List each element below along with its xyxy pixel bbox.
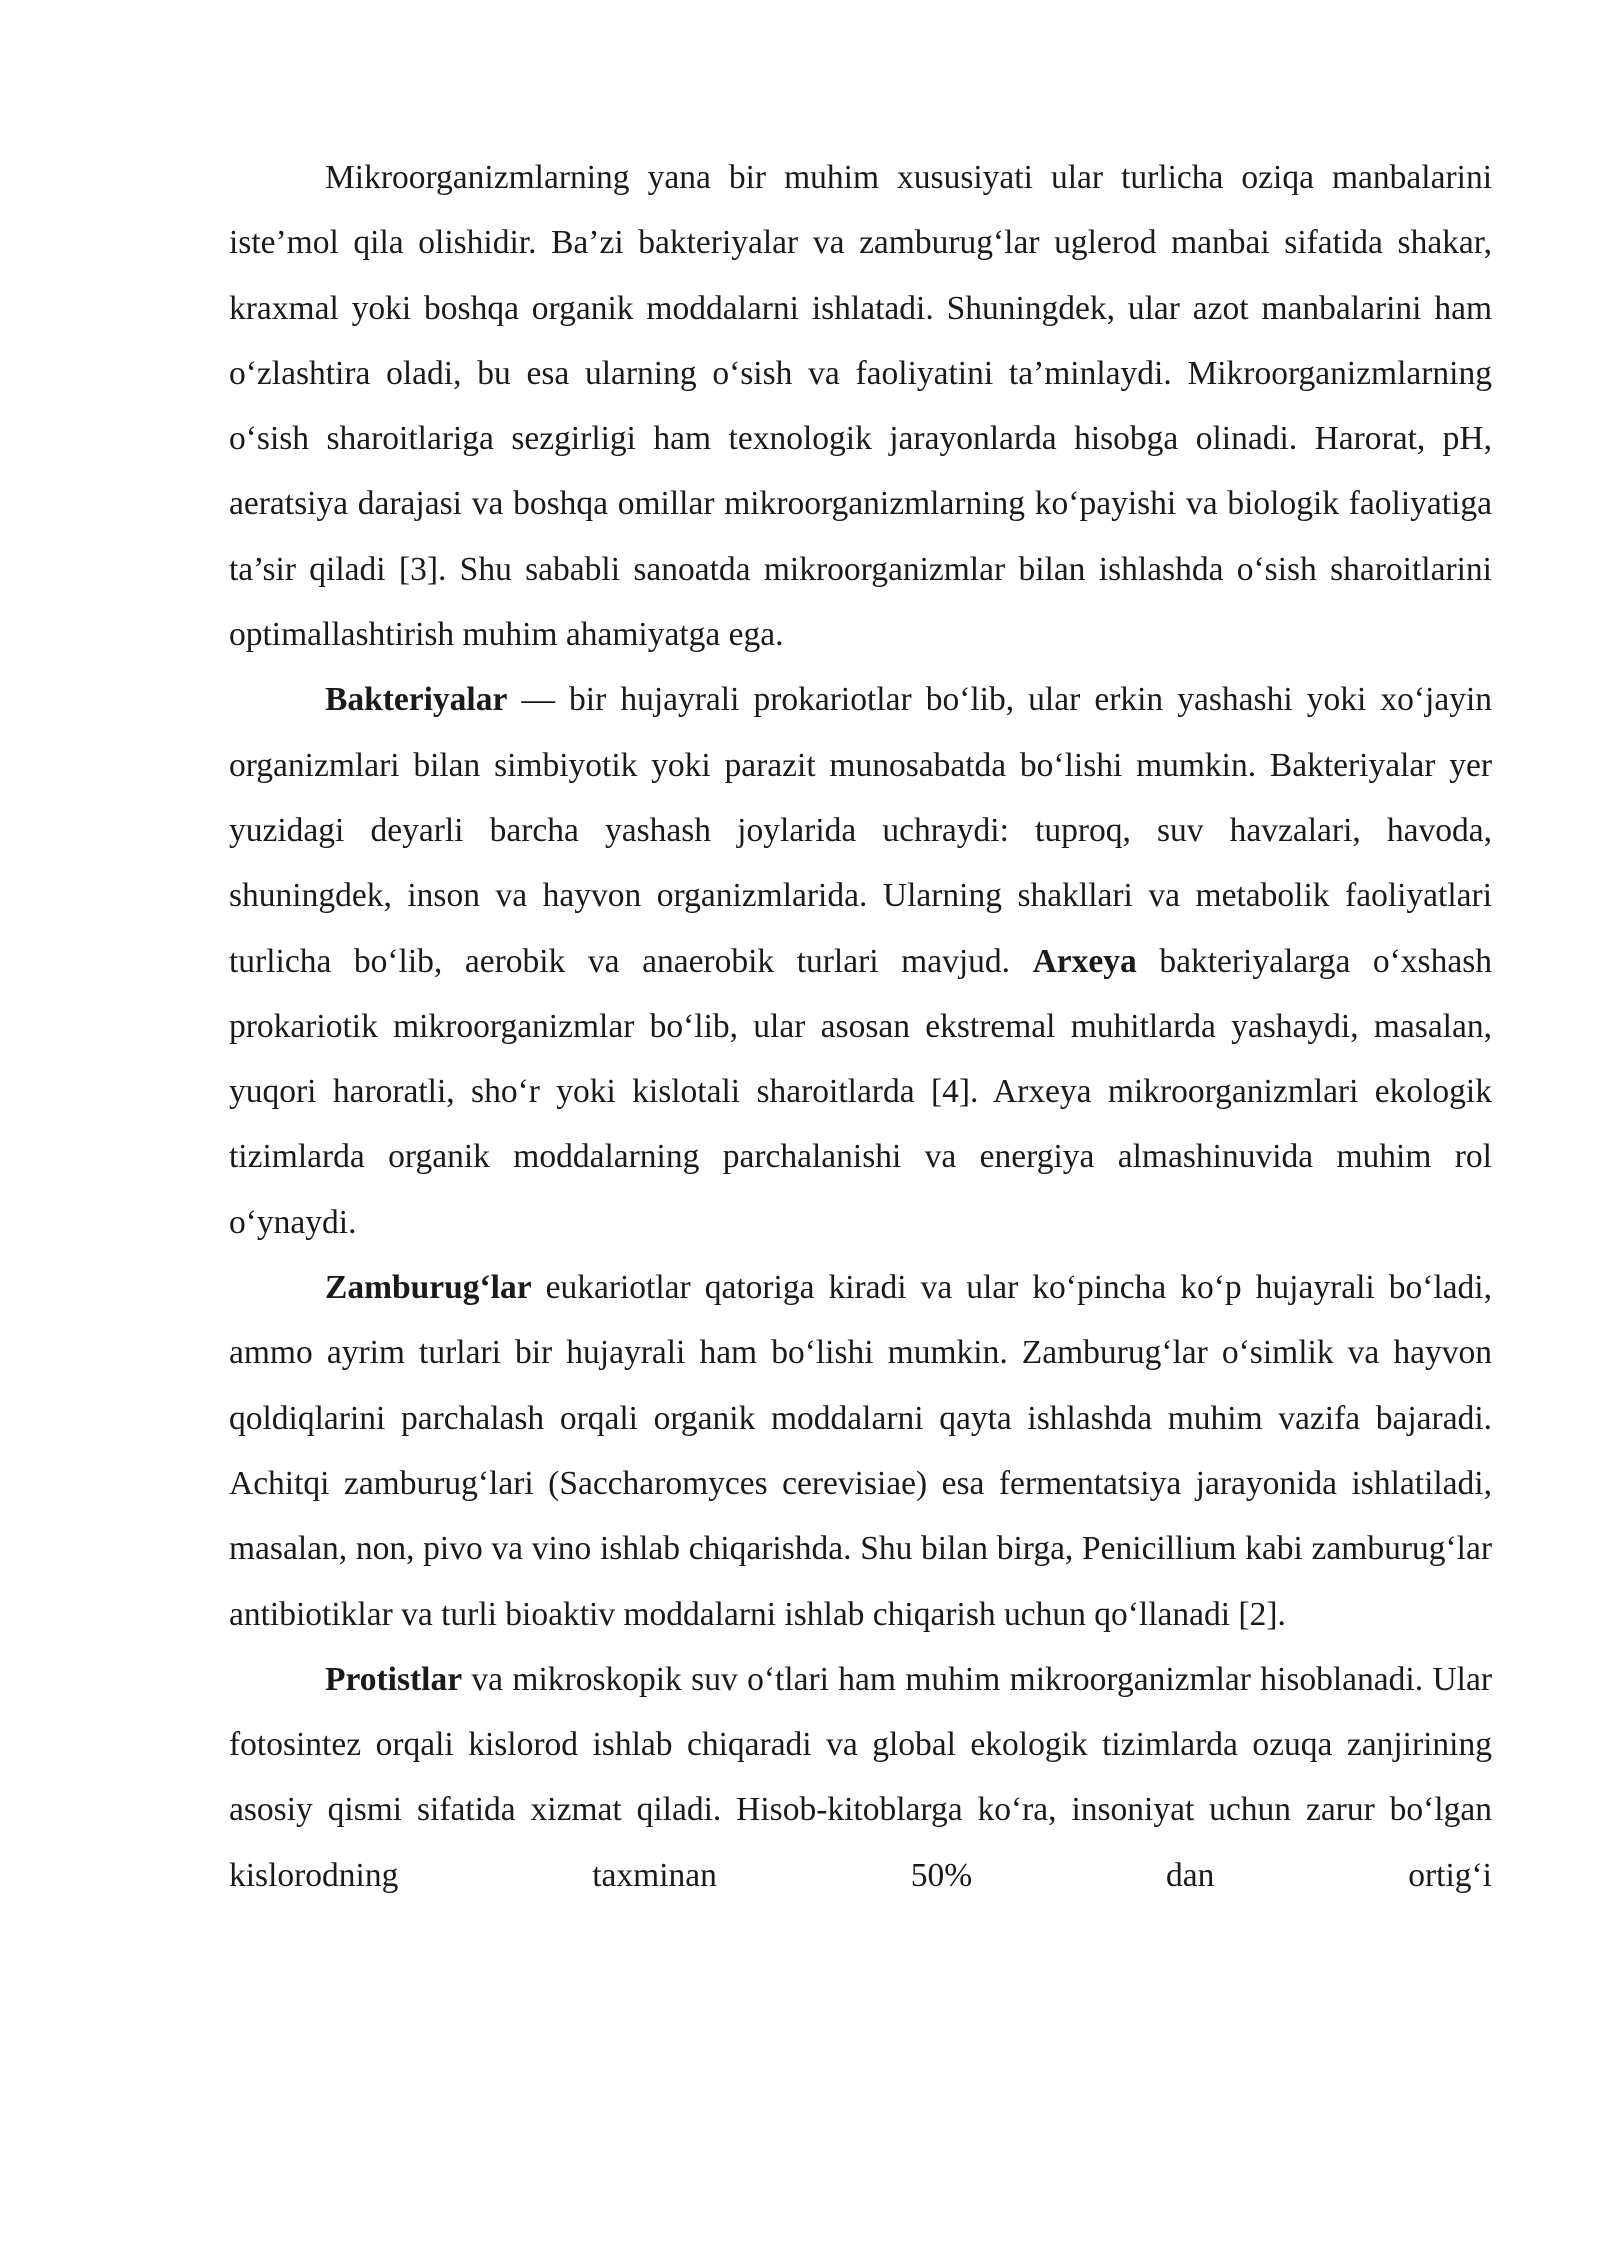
term-zamburuglar: Zamburug‘lar: [325, 1269, 532, 1307]
term-bakteriyalar: Bakteriyalar: [325, 681, 508, 719]
paragraph-fungi: [229, 1255, 1492, 1647]
term-arxeya: Arxeya: [1032, 942, 1137, 980]
paragraph-nutrition: [229, 145, 1492, 667]
paragraph-text: Mikroorganizmlarning yana bir muhim xususiyati ular turlicha oziqa manbalarini iste’mol qila olishidir. Ba’zi bakteriyalar va zamburug‘lar uglerod manbai sifatida shakar, kraxmal yoki boshqa organik moddalarni ishlatadi. Shuningdek, ular azot manbalarini ham o‘zlashtira oladi, bu esa ularning o‘sish va faoliyatini ta’minlaydi. Mikroorganizmlarning o‘sish sharoitlariga sezgirligi ham texnologik jarayonlarda hisobga olinadi. Harorat, pH, aeratsiya darajasi va boshqa omillar mikroorganizmlarning ko‘payishi va biologik faoliyatiga ta’sir qiladi [3]. Shu sababli sanoatda mikroorganizmlar bilan ishlashda o‘sish sharoitlarini optimallashtirish muhim ahamiyatga ega.: [229, 159, 1492, 654]
paragraph-text: va mikroskopik suv o‘tlari ham muhim mikroorganizmlar hisoblanadi. Ular fotosintez orqali kislorod ishlab chiqaradi va global ekologik tizimlarda ozuqa zanjirining asosiy qismi sifatida xizmat qiladi. Hisob-kitoblarga ko‘ra, insoniyat uchun zarur bo‘lgan kislorodning taxminan 50% dan ortig‘i: [229, 1660, 1492, 1894]
paragraph-text: eukariotlar qatoriga kiradi va ular ko‘pincha ko‘p hujayrali bo‘ladi, ammo ayrim turlari bir hujayrali ham bo‘lishi mumkin. Zamburug‘lar o‘simlik va hayvon qoldiqlarini parchalash orqali organik moddalarni qayta ishlashda muhim vazifa bajaradi. Achitqi zamburug‘lari (Saccharomyces cerevisiae) esa fermentatsiya jarayonida ishlatiladi, masalan, non, pivo va vino ishlab chiqarishda. Shu bilan birga, Penicillium kabi zamburug‘lar antibiotiklar va turli bioaktiv moddalarni ishlab chiqarish uchun qo‘llanadi [2].: [229, 1269, 1492, 1633]
paragraph-protists: [229, 1647, 1492, 1908]
paragraph-text: — bir hujayrali prokariotlar bo‘lib, ular erkin yashashi yoki xo‘jayin organizmlari bilan simbiyotik yoki parazit munosabatda bo‘lishi mumkin. Bakteriyalar yer yuzidagi deyarli barcha yashash joylarida uchraydi: tuproq, suv havzalari, havoda, shuningdek, inson va hayvon organizmlarida. Ularning shakllari va metabolik faoliyatlari turlicha bo‘lib, aerobik va anaerobik turlari mavjud.: [229, 681, 1492, 980]
term-protistlar: Protistlar: [325, 1660, 463, 1698]
paragraph-text: bakteriyalarga o‘xshash prokariotik mikroorganizmlar bo‘lib, ular asosan ekstremal muhitlarda yashaydi, masalan, yuqori haroratli, sho‘r yoki kislotali sharoitlarda [4]. Arxeya mikroorganizmlari ekologik tizimlarda organik moddalarning parchalanishi va energiya almashinuvida muhim rol o‘ynaydi.: [229, 942, 1493, 1241]
paragraph-bacteria-archaea: [229, 667, 1492, 1255]
